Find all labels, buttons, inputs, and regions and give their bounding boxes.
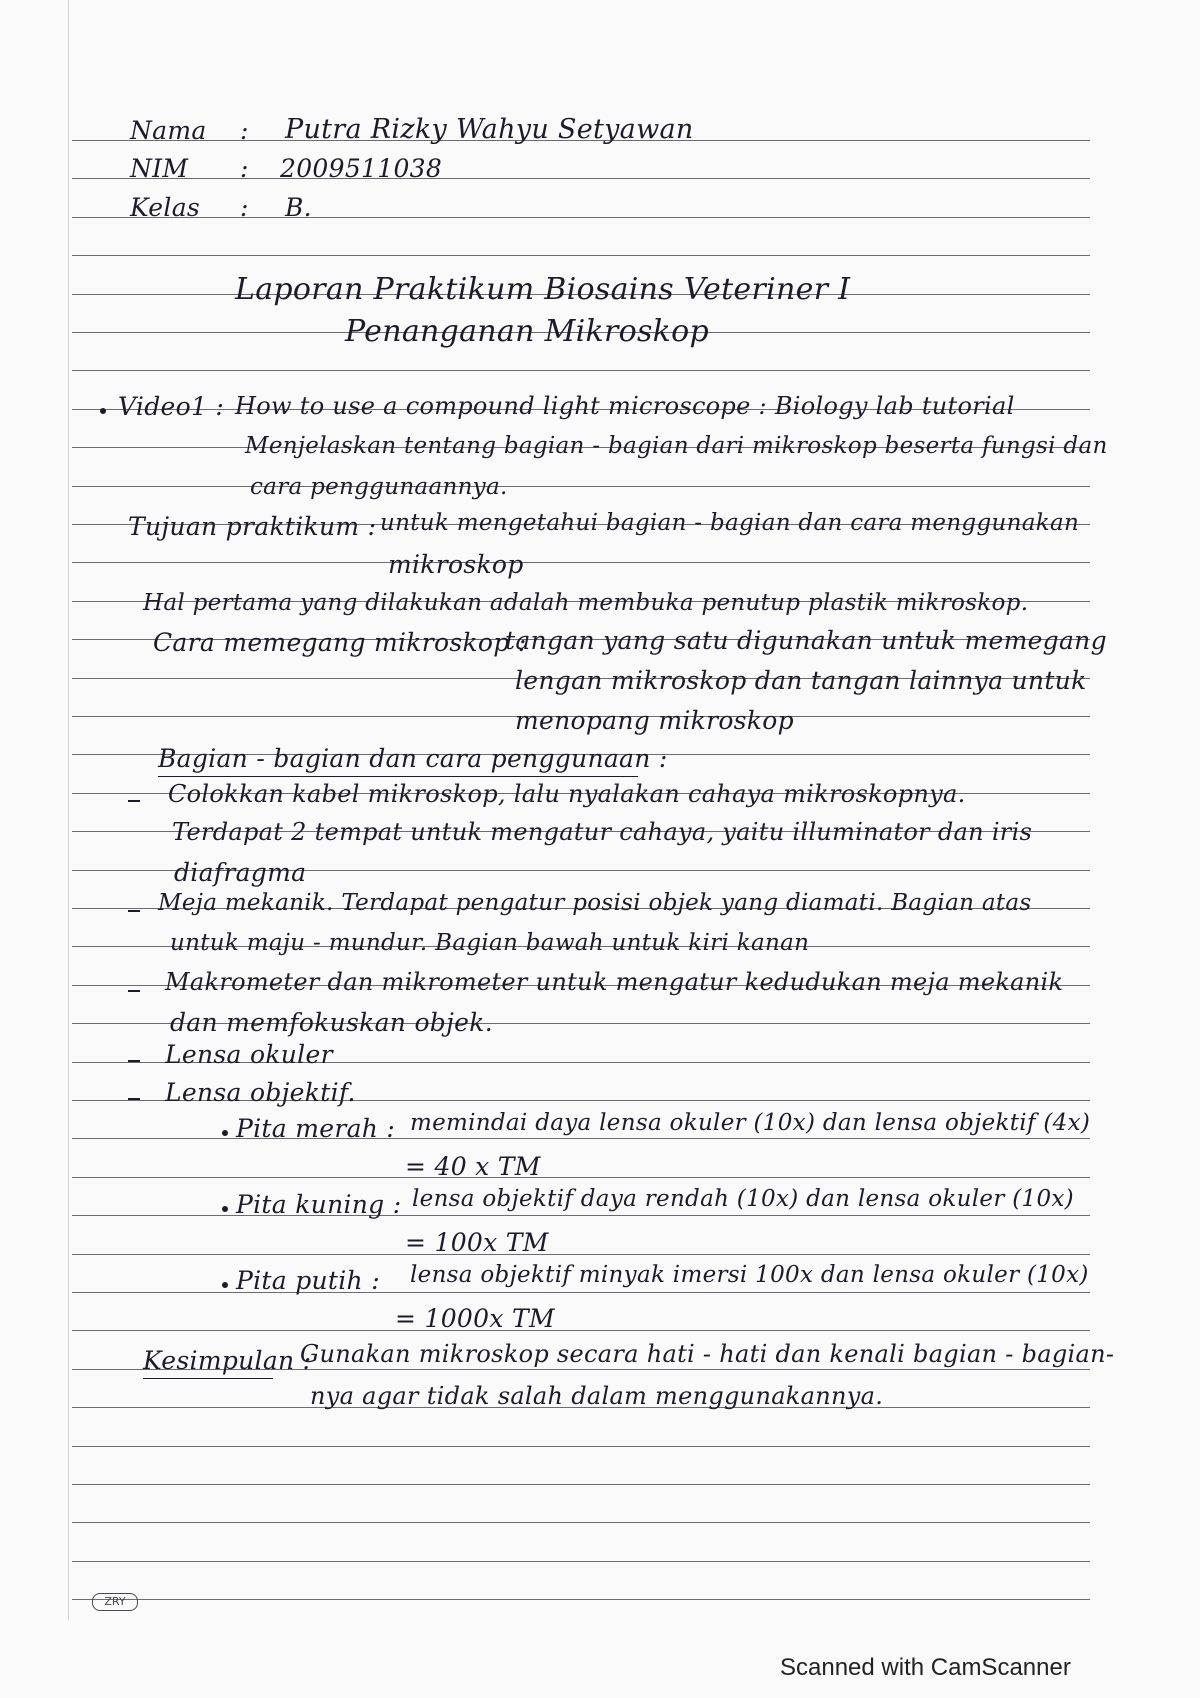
ruled-line bbox=[72, 1215, 1090, 1216]
ruled-line bbox=[72, 562, 1090, 563]
item-dash bbox=[128, 800, 140, 802]
ruled-line bbox=[72, 486, 1090, 487]
pita-merah-text: memindai daya lensa okuler (10x) dan lensa objektif (4x) bbox=[410, 1110, 1091, 1136]
pita-merah-label: Pita merah : bbox=[236, 1114, 396, 1143]
ruled-line bbox=[72, 1177, 1090, 1178]
tujuan-text-line2: mikroskop bbox=[388, 550, 524, 579]
nama-value: Putra Rizky Wahyu Setyawan bbox=[285, 114, 694, 145]
nim-value: 2009511038 bbox=[280, 154, 443, 183]
kelas-value: B. bbox=[285, 193, 312, 222]
bagian-heading: Bagian - bagian dan cara penggunaan : bbox=[158, 744, 668, 773]
pita-putih-label: Pita putih : bbox=[236, 1266, 380, 1295]
cara-memegang-line3: menopang mikroskop bbox=[515, 706, 794, 735]
tujuan-label: Tujuan praktikum : bbox=[128, 512, 377, 541]
bullet-dot bbox=[100, 408, 106, 414]
ruled-line bbox=[72, 1138, 1090, 1139]
bullet-dot bbox=[222, 1206, 228, 1212]
ruled-line bbox=[72, 1484, 1090, 1485]
nama-label: Nama bbox=[130, 116, 207, 145]
nama-colon: : bbox=[240, 116, 249, 145]
ruled-line bbox=[72, 1330, 1090, 1331]
nim-colon: : bbox=[240, 154, 249, 183]
pita-putih-result: = 1000x TM bbox=[395, 1304, 555, 1333]
ruled-line bbox=[72, 1446, 1090, 1447]
hal-pertama-text: Hal pertama yang dilakukan adalah membuka penutup plastik mikroskop. bbox=[143, 590, 1029, 616]
video-description-line2: cara penggunaannya. bbox=[250, 474, 508, 500]
kesimpulan-label: Kesimpulan : bbox=[143, 1346, 312, 1375]
ruled-line bbox=[72, 1254, 1090, 1255]
report-subtitle: Penanganan Mikroskop bbox=[345, 314, 710, 349]
ruled-line bbox=[72, 178, 1090, 179]
item-makrometer-line1: Makrometer dan mikrometer untuk mengatur kedudukan meja mekanik bbox=[165, 968, 1064, 996]
item-meja-line2: untuk maju - mundur. Bagian bawah untuk kiri kanan bbox=[170, 930, 810, 956]
camscanner-watermark: Scanned with CamScanner bbox=[780, 1654, 1071, 1681]
cara-memegang-line2: lengan mikroskop dan tangan lainnya untuk bbox=[515, 666, 1087, 695]
video-title: How to use a compound light microscope : Biology lab tutorial bbox=[235, 392, 1015, 420]
page-stamp: ZRY bbox=[92, 1593, 138, 1611]
ruled-line bbox=[72, 370, 1090, 371]
page-margin-line bbox=[68, 0, 69, 1620]
item-colokkan-line3: diafragma bbox=[174, 858, 307, 887]
nim-label: NIM bbox=[130, 154, 189, 183]
pita-kuning-label: Pita kuning : bbox=[236, 1190, 402, 1219]
video-label: Video1 : bbox=[118, 392, 225, 421]
ruled-line bbox=[72, 1599, 1090, 1600]
ruled-line bbox=[72, 1292, 1090, 1293]
cara-memegang-line1: tangan yang satu digunakan untuk memegang bbox=[505, 626, 1107, 655]
item-meja-line1: Meja mekanik. Terdapat pengatur posisi objek yang diamati. Bagian atas bbox=[158, 890, 1032, 916]
ruled-line bbox=[72, 255, 1090, 256]
item-lensa-objektif: Lensa objektif. bbox=[165, 1078, 356, 1107]
pita-merah-result: = 40 x TM bbox=[405, 1152, 541, 1181]
report-title: Laporan Praktikum Biosains Veteriner I bbox=[235, 272, 851, 307]
pita-kuning-result: = 100x TM bbox=[405, 1228, 549, 1257]
pita-kuning-text: lensa objektif daya rendah (10x) dan lensa okuler (10x) bbox=[412, 1186, 1074, 1212]
video-description-line1: Menjelaskan tentang bagian - bagian dari mikroskop beserta fungsi dan bbox=[245, 433, 1108, 459]
item-lensa-okuler: Lensa okuler bbox=[165, 1040, 333, 1069]
tujuan-text-line1: untuk mengetahui bagian - bagian dan cara menggunakan bbox=[380, 510, 1080, 536]
ruled-line bbox=[72, 1561, 1090, 1562]
kelas-colon: : bbox=[240, 193, 249, 222]
item-dash bbox=[128, 1098, 140, 1100]
ruled-line bbox=[72, 1522, 1090, 1523]
item-makrometer-line2: dan memfokuskan objek. bbox=[170, 1008, 493, 1037]
bullet-dot bbox=[222, 1130, 228, 1136]
kesimpulan-underline bbox=[143, 1378, 273, 1379]
item-dash bbox=[128, 990, 140, 992]
bullet-dot bbox=[222, 1282, 228, 1288]
cara-memegang-label: Cara memegang mikroskop : bbox=[153, 628, 527, 657]
item-dash bbox=[128, 910, 140, 912]
item-colokkan-line1: Colokkan kabel mikroskop, lalu nyalakan cahaya mikroskopnya. bbox=[168, 780, 966, 808]
kesimpulan-line1: Gunakan mikroskop secara hati - hati dan kenali bagian - bagian- bbox=[300, 1340, 1115, 1368]
item-dash bbox=[128, 1060, 140, 1062]
item-colokkan-line2: Terdapat 2 tempat untuk mengatur cahaya, yaitu illuminator dan iris bbox=[172, 818, 1033, 846]
heading-underline bbox=[158, 776, 638, 777]
kesimpulan-line2: nya agar tidak salah dalam menggunakannya. bbox=[310, 1382, 884, 1410]
pita-putih-text: lensa objektif minyak imersi 100x dan lensa okuler (10x) bbox=[410, 1262, 1089, 1288]
kelas-label: Kelas bbox=[130, 193, 201, 222]
ruled-line bbox=[72, 217, 1090, 218]
